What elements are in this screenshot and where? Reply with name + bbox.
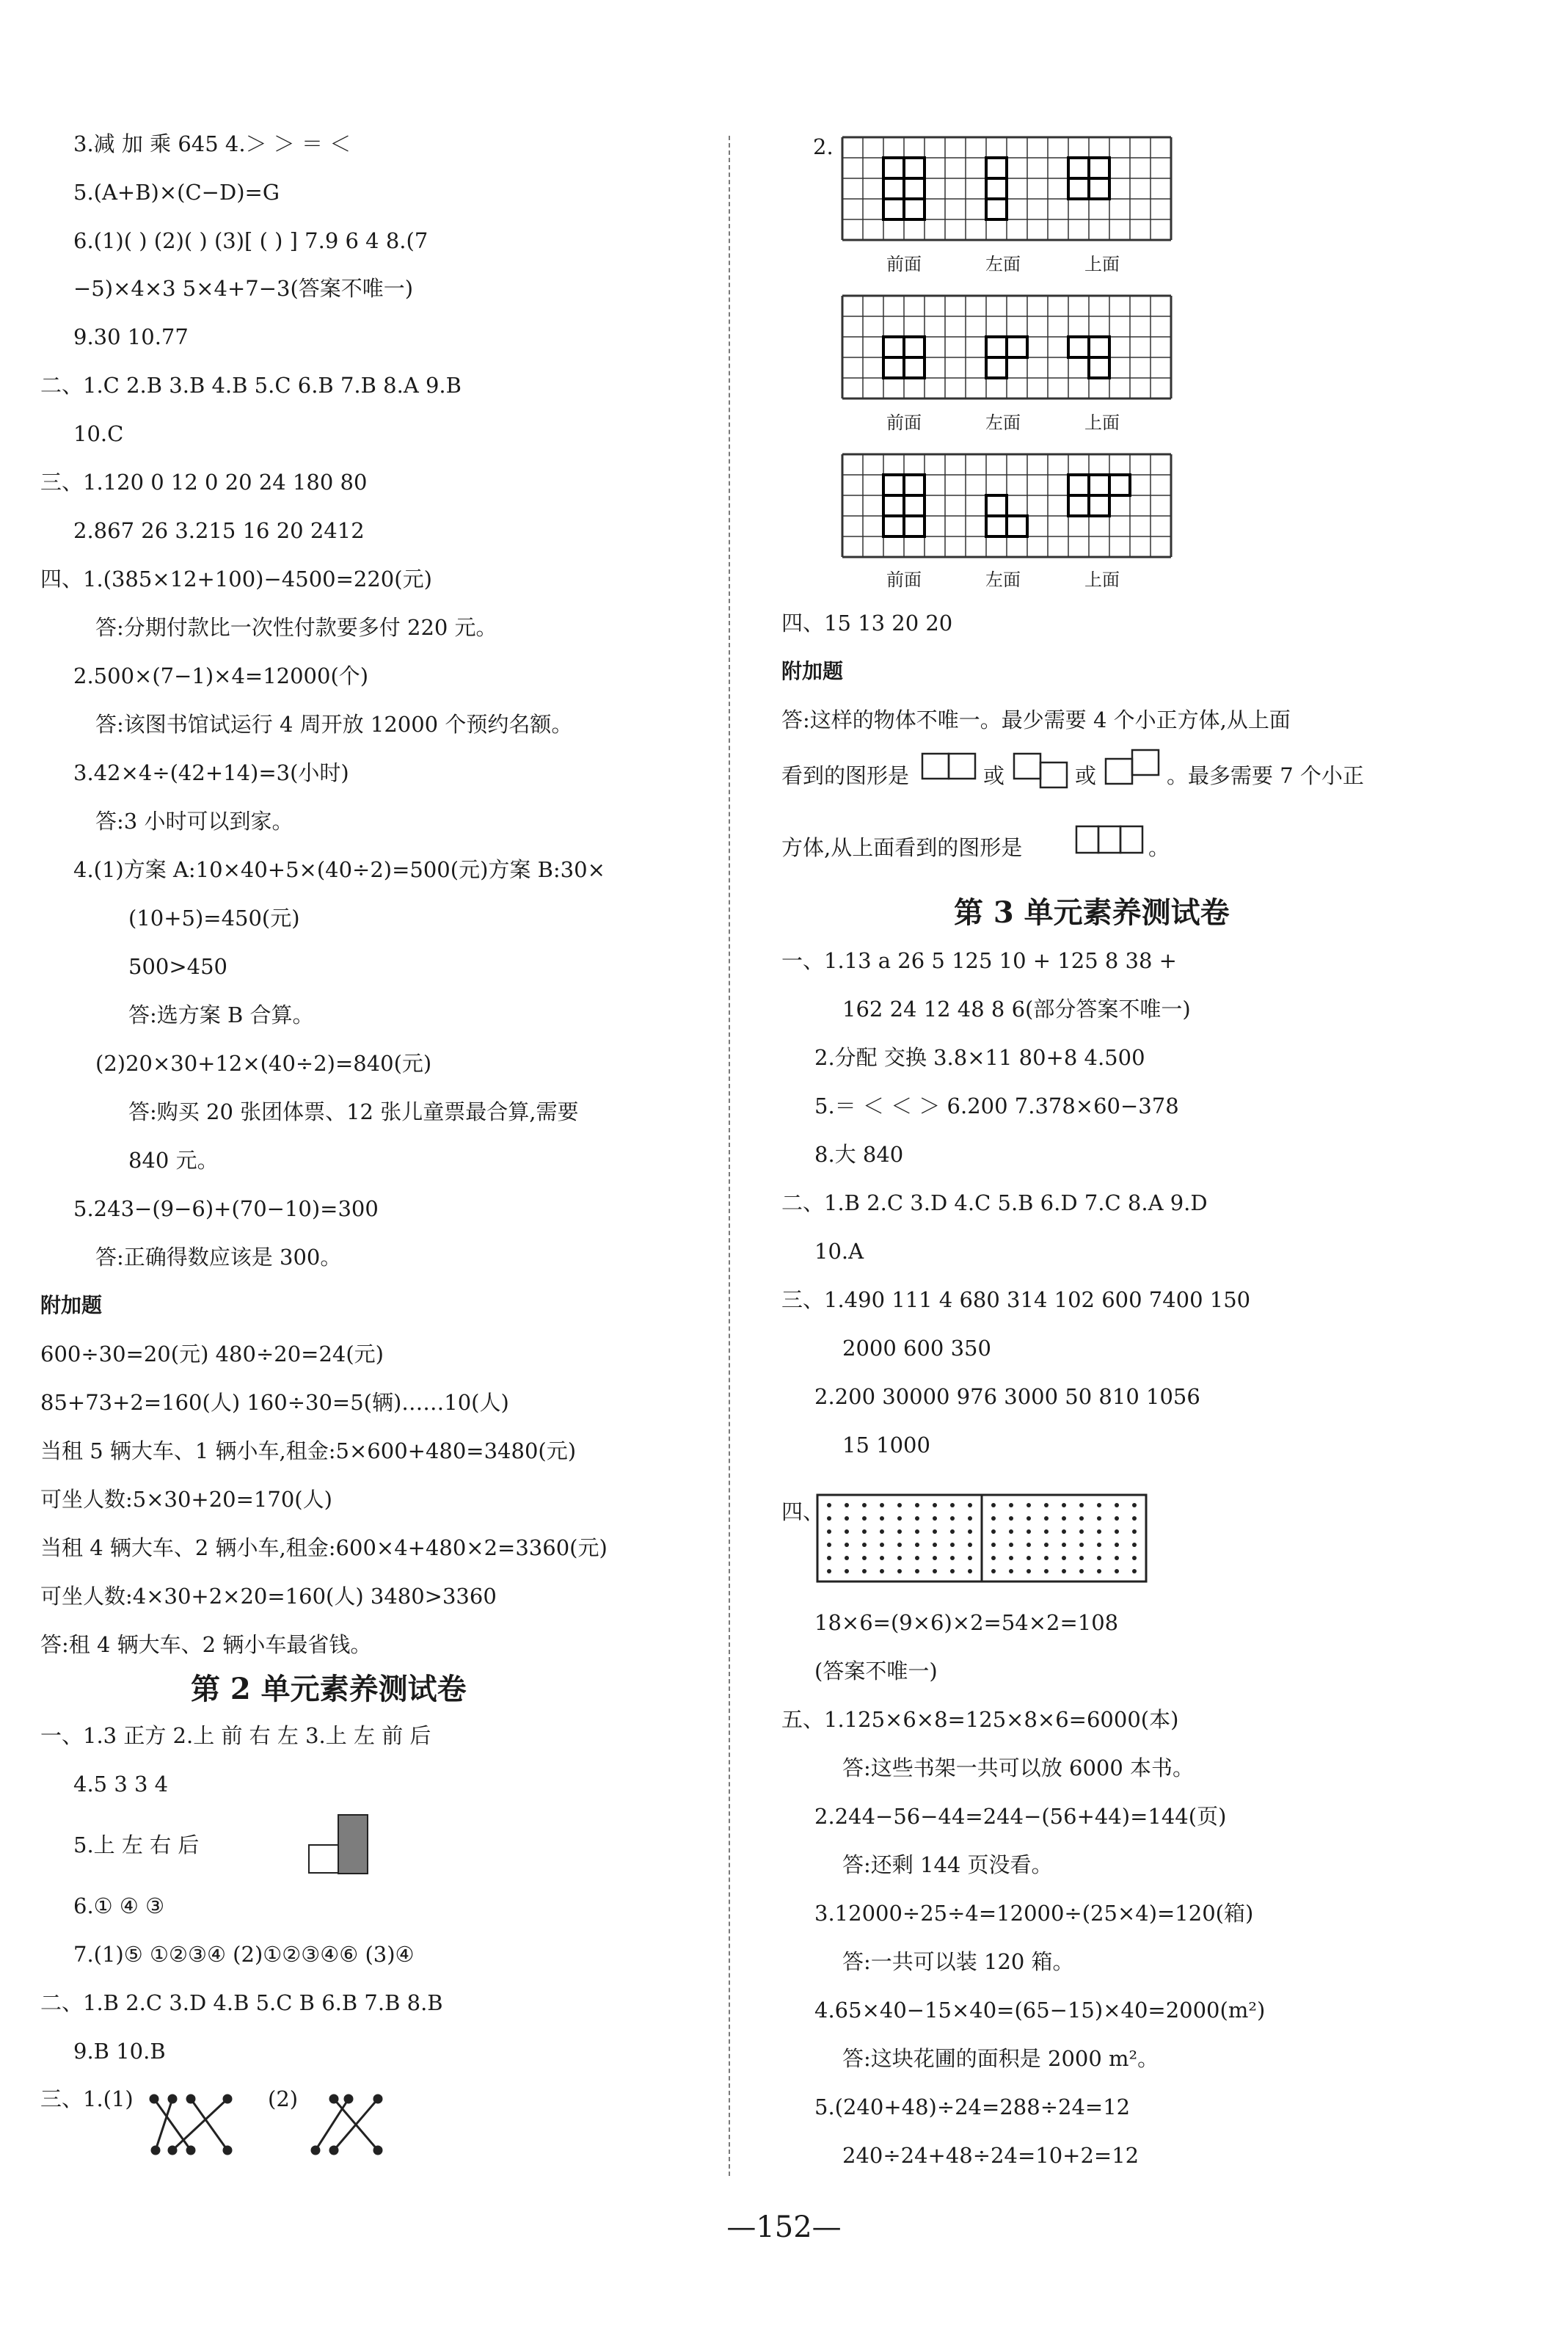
answer-line: 四、 [781, 1499, 825, 1524]
dot [1044, 1516, 1049, 1521]
answer-line: 10.A [814, 1239, 864, 1264]
dot [862, 1503, 867, 1507]
view-cell [883, 158, 904, 178]
dot [950, 1503, 955, 1507]
dot [1062, 1543, 1066, 1547]
view-cell [883, 178, 904, 199]
dot [991, 1516, 996, 1521]
cube-front-face [308, 1844, 339, 1874]
view-grid-3 [841, 453, 1171, 567]
dot [1027, 1529, 1031, 1534]
answer-line: 当租 5 辆大车、1 辆小车,租金:5×600+480=3480(元) [40, 1438, 577, 1463]
view-cell [883, 475, 904, 495]
view-cell [904, 475, 925, 495]
answer-line: 可坐人数:4×30+2×20=160(人) 3480>3360 [40, 1584, 497, 1609]
grid-label-left: 左面 [985, 569, 1021, 590]
dot [845, 1529, 849, 1534]
answer-line: 答:分期付款比一次性付款要多付 220 元。 [95, 615, 497, 640]
answer-line: 答:该图书馆试运行 4 周开放 12000 个预约名额。 [95, 712, 573, 737]
answer-line: 答:正确得数应该是 300。 [95, 1245, 342, 1270]
dot [991, 1569, 996, 1573]
answer-line: 答:这些书架一共可以放 6000 本书。 [842, 1755, 1195, 1780]
answer-line: 9.B 10.B [73, 2039, 166, 2064]
column-divider [729, 136, 730, 2176]
dot [991, 1503, 996, 1507]
answer-line: 3.减 加 乘 645 4.＞ ＞ ＝ ＜ [73, 131, 351, 156]
dot [1027, 1503, 1031, 1507]
dot [933, 1503, 937, 1507]
dot [1009, 1503, 1013, 1507]
dot [897, 1543, 902, 1547]
dot [897, 1556, 902, 1560]
dot [933, 1556, 937, 1560]
view-cell [904, 516, 925, 536]
answer-line: 二、1.C 2.B 3.B 4.B 5.C 6.B 7.B 8.A 9.B [40, 373, 462, 398]
dot [827, 1503, 831, 1507]
view-cell [1068, 178, 1089, 199]
dot [1079, 1569, 1084, 1573]
dot [845, 1516, 849, 1521]
dot [915, 1569, 919, 1573]
view-cell [1007, 516, 1027, 536]
answer-line: 。最多需要 7 个小正 [1167, 763, 1364, 788]
dot [1044, 1503, 1049, 1507]
view-cell [986, 337, 1007, 357]
dot [827, 1556, 831, 1560]
page-number: —152— [726, 2210, 842, 2244]
answer-line: 2.200 30000 976 3000 50 810 1056 [814, 1384, 1200, 1409]
answer-line: 五、1.125×6×8=125×8×6=6000(本) [781, 1707, 1179, 1732]
dot [880, 1569, 884, 1573]
answer-line: 方体,从上面看到的图形是 [781, 835, 1023, 860]
dot [968, 1503, 972, 1507]
dot-array [816, 1493, 1150, 1585]
dot [1062, 1569, 1066, 1573]
dot [827, 1543, 831, 1547]
dot [950, 1516, 955, 1521]
dot [897, 1569, 902, 1573]
view-cell [883, 357, 904, 378]
dot [915, 1516, 919, 1521]
answer-line: 三、1.120 0 12 0 20 24 180 80 [40, 470, 368, 495]
answer-line: 三、1.(1) [40, 2086, 134, 2111]
answer-line: 500>450 [128, 954, 228, 979]
dot [1115, 1529, 1119, 1534]
answer-line: 。 [1148, 835, 1170, 860]
dot [1132, 1556, 1137, 1560]
section-heading-extra: 附加题 [40, 1293, 103, 1317]
answer-line: 6.(1)( ) (2)( ) (3)[ ( ) ] 7.9 6 4 8.(7 [73, 228, 429, 253]
answer-line: 5.上 左 右 后 [73, 1832, 200, 1857]
answer-line: −5)×4×3 5×4+7−3(答案不唯一) [73, 276, 414, 301]
answer-line: 6.① ④ ③ [73, 1893, 165, 1918]
dot [827, 1569, 831, 1573]
dot [1044, 1543, 1049, 1547]
dot [1132, 1569, 1137, 1573]
dot [845, 1543, 849, 1547]
answer-line: 2.867 26 3.215 16 20 2412 [73, 518, 365, 543]
answer-line: 85+73+2=160(人) 160÷30=5(辆)……10(人) [40, 1390, 509, 1415]
dot [950, 1556, 955, 1560]
answer-line: 二、1.B 2.C 3.D 4.B 5.C B 6.B 7.B 8.B [40, 1990, 443, 2015]
dot [1009, 1543, 1013, 1547]
dot [1097, 1529, 1101, 1534]
view-cell [904, 495, 925, 516]
dot [1079, 1556, 1084, 1560]
view-cell [1068, 337, 1089, 357]
top-view-shape-1 [921, 752, 980, 782]
answer-line: 5.(A+B)×(C−D)=G [73, 180, 280, 205]
answer-line: 答:这样的物体不唯一。最少需要 4 个小正方体,从上面 [781, 707, 1291, 732]
answer-line: (10+5)=450(元) [128, 906, 300, 931]
grid-label-top: 上面 [1084, 254, 1120, 274]
answer-line: 5.(240+48)÷24=288÷24=12 [814, 2094, 1131, 2119]
dot [1062, 1556, 1066, 1560]
dot [933, 1569, 937, 1573]
answer-line: 600÷30=20(元) 480÷20=24(元) [40, 1342, 384, 1366]
answer-line: (2) [268, 2086, 299, 2111]
view-grid-1 [841, 136, 1171, 250]
top-view-shape-3 [1104, 749, 1163, 785]
dot [1097, 1556, 1101, 1560]
answer-line: 3.12000÷25÷4=12000÷(25×4)=120(箱) [814, 1901, 1254, 1926]
dot [845, 1556, 849, 1560]
dot [1097, 1503, 1101, 1507]
answer-line: 二、1.B 2.C 3.D 4.C 5.B 6.D 7.C 8.A 9.D [781, 1190, 1208, 1215]
dot [845, 1503, 849, 1507]
dot [880, 1543, 884, 1547]
dot [1062, 1529, 1066, 1534]
dot [1132, 1516, 1137, 1521]
dot [991, 1556, 996, 1560]
answer-line: 840 元。 [128, 1148, 219, 1173]
view-cell [1089, 158, 1109, 178]
dot [880, 1556, 884, 1560]
view-cell [904, 357, 925, 378]
dot [950, 1543, 955, 1547]
dot [897, 1516, 902, 1521]
view-cell [1089, 337, 1109, 357]
view-grid-2 [841, 294, 1171, 408]
view-cell [1089, 178, 1109, 199]
dot [1132, 1543, 1137, 1547]
answer-line: 答:租 4 辆大车、2 辆小车最省钱。 [40, 1632, 372, 1657]
dot [915, 1503, 919, 1507]
answer-line: 2.244−56−44=244−(56+44)=144(页) [814, 1804, 1227, 1829]
view-cell [986, 516, 1007, 536]
view-cell [904, 199, 925, 219]
view-cell [1068, 475, 1089, 495]
answer-line: (答案不唯一) [814, 1659, 938, 1684]
dot [1115, 1556, 1119, 1560]
answer-line: 18×6=(9×6)×2=54×2=108 [814, 1610, 1119, 1635]
dot [1115, 1503, 1119, 1507]
dot [968, 1529, 972, 1534]
cube-shaded-block [338, 1814, 368, 1874]
answer-line: 2.分配 交换 3.8×11 80+8 4.500 [814, 1045, 1145, 1070]
answer-line: 看到的图形是 [781, 763, 910, 788]
view-cell [1089, 495, 1109, 516]
dot [1009, 1516, 1013, 1521]
dot [897, 1529, 902, 1534]
dot [1027, 1556, 1031, 1560]
dot [1062, 1503, 1066, 1507]
answer-line: 或 [1075, 763, 1097, 788]
answer-line: 9.30 10.77 [73, 324, 189, 349]
dot [968, 1569, 972, 1573]
answer-line: 答:一共可以装 120 箱。 [842, 1949, 1074, 1974]
dot [915, 1556, 919, 1560]
answer-line: 2.500×(7−1)×4=12000(个) [73, 663, 369, 688]
view-cell [904, 158, 925, 178]
answer-line: 四、1.(385×12+100)−4500=220(元) [40, 567, 432, 592]
answer-line: 8.大 840 [814, 1142, 904, 1167]
answer-line: 当租 4 辆大车、2 辆小车,租金:600×4+480×2=3360(元) [40, 1535, 608, 1560]
answer-line: 答:购买 20 张团体票、12 张儿童票最合算,需要 [128, 1099, 579, 1124]
dot [1079, 1503, 1084, 1507]
dot [1027, 1569, 1031, 1573]
answer-line: 答:选方案 B 合算。 [128, 1002, 314, 1027]
dot [862, 1529, 867, 1534]
view-cell [883, 199, 904, 219]
unit-3-title: 第 3 单元素养测试卷 [954, 895, 1230, 930]
dot [880, 1503, 884, 1507]
dot [862, 1516, 867, 1521]
dot [915, 1529, 919, 1534]
dot [897, 1503, 902, 1507]
answer-line: 162 24 12 48 8 6(部分答案不唯一) [842, 997, 1191, 1022]
grid-label-front: 前面 [886, 412, 922, 433]
dot [968, 1543, 972, 1547]
dot [950, 1529, 955, 1534]
grid-label-top: 上面 [1084, 412, 1120, 433]
dot [933, 1543, 937, 1547]
dot [1115, 1543, 1119, 1547]
dot [950, 1569, 955, 1573]
answer-line: 4.(1)方案 A:10×40+5×(40÷2)=500(元)方案 B:30× [73, 857, 605, 882]
top-view-shape-2 [1013, 752, 1071, 789]
answer-line: 5.243−(9−6)+(70−10)=300 [73, 1196, 379, 1221]
section-heading-extra: 附加题 [781, 659, 844, 683]
dot [1132, 1529, 1137, 1534]
dot [862, 1569, 867, 1573]
answer-line: 240÷24+48÷24=10+2=12 [842, 2143, 1139, 2168]
dot [1044, 1556, 1049, 1560]
grid-label-front: 前面 [886, 569, 922, 590]
dot [1044, 1529, 1049, 1534]
matching-diagram-2 [305, 2084, 415, 2165]
answer-line: 2000 600 350 [842, 1336, 991, 1361]
dot [1115, 1516, 1119, 1521]
dot [968, 1556, 972, 1560]
answer-line: 10.C [73, 421, 124, 446]
dot [1097, 1543, 1101, 1547]
unit-2-title: 第 2 单元素养测试卷 [191, 1672, 467, 1706]
view-cell [986, 178, 1007, 199]
view-cell [883, 337, 904, 357]
answer-line: (2)20×30+12×(40÷2)=840(元) [95, 1051, 432, 1076]
answer-line: 一、1.13 a 26 5 125 10 + 125 8 38 + [781, 948, 1177, 973]
answer-line: 4.65×40−15×40=(65−15)×40=2000(m²) [814, 1998, 1266, 2023]
view-cell [1007, 337, 1027, 357]
dot [1062, 1516, 1066, 1521]
view-cell [986, 495, 1007, 516]
dot [827, 1529, 831, 1534]
view-cell [1109, 475, 1130, 495]
dot [1097, 1569, 1101, 1573]
grid-label-left: 左面 [985, 254, 1021, 274]
dot [1009, 1556, 1013, 1560]
view-cell [883, 516, 904, 536]
dot [1115, 1569, 1119, 1573]
grid-label-top: 上面 [1084, 569, 1120, 590]
dot [880, 1516, 884, 1521]
grid-label-left: 左面 [985, 412, 1021, 433]
dot [933, 1516, 937, 1521]
dot [827, 1516, 831, 1521]
matching-diagram-1 [147, 2084, 257, 2165]
dot [991, 1543, 996, 1547]
view-cell [1068, 158, 1089, 178]
dot [1079, 1543, 1084, 1547]
view-cell [1089, 357, 1109, 378]
view-cell [986, 158, 1007, 178]
dot [880, 1529, 884, 1534]
dot [1044, 1569, 1049, 1573]
view-cell [986, 199, 1007, 219]
view-cell [883, 495, 904, 516]
dot [1009, 1529, 1013, 1534]
answer-line: 15 1000 [842, 1433, 930, 1457]
dot [991, 1529, 996, 1534]
answer-line: 4.5 3 3 4 [73, 1772, 169, 1797]
dot [915, 1543, 919, 1547]
answer-line: 5.＝ ＜ ＜ ＞ 6.200 7.378×60−378 [814, 1093, 1179, 1118]
dot [845, 1569, 849, 1573]
answer-line: 三、1.490 111 4 680 314 102 600 7400 150 [781, 1287, 1251, 1312]
view-cell [1068, 495, 1089, 516]
answer-line: 或 [983, 763, 1005, 788]
grid-label-front: 前面 [886, 254, 922, 274]
dot [1009, 1569, 1013, 1573]
view-cell [904, 178, 925, 199]
view-cell [1089, 475, 1109, 495]
dot [1027, 1516, 1031, 1521]
answer-line: 2. [813, 134, 834, 159]
answer-line: 7.(1)⑤ ①②③④ (2)①②③④⑥ (3)④ [73, 1942, 415, 1967]
view-cell [986, 357, 1007, 378]
answer-line: 可坐人数:5×30+20=170(人) [40, 1487, 332, 1512]
dot [1132, 1503, 1137, 1507]
answer-line: 答:这块花圃的面积是 2000 m²。 [842, 2046, 1159, 2071]
dot [968, 1516, 972, 1521]
dot [862, 1556, 867, 1560]
answer-line: 答:还剩 144 页没看。 [842, 1852, 1053, 1877]
dot [1079, 1529, 1084, 1534]
dot [933, 1529, 937, 1534]
dot [1079, 1516, 1084, 1521]
top-view-shape-4 [1075, 822, 1148, 859]
dot [1027, 1543, 1031, 1547]
answer-line: 一、1.3 正方 2.上 前 右 左 3.上 左 前 后 [40, 1723, 431, 1748]
answer-line: 3.42×4÷(42+14)=3(小时) [73, 760, 349, 785]
view-cell [904, 337, 925, 357]
answer-line: 答:3 小时可以到家。 [95, 809, 293, 834]
dot [862, 1543, 867, 1547]
answer-line: 四、15 13 20 20 [781, 611, 953, 636]
dot [1097, 1516, 1101, 1521]
